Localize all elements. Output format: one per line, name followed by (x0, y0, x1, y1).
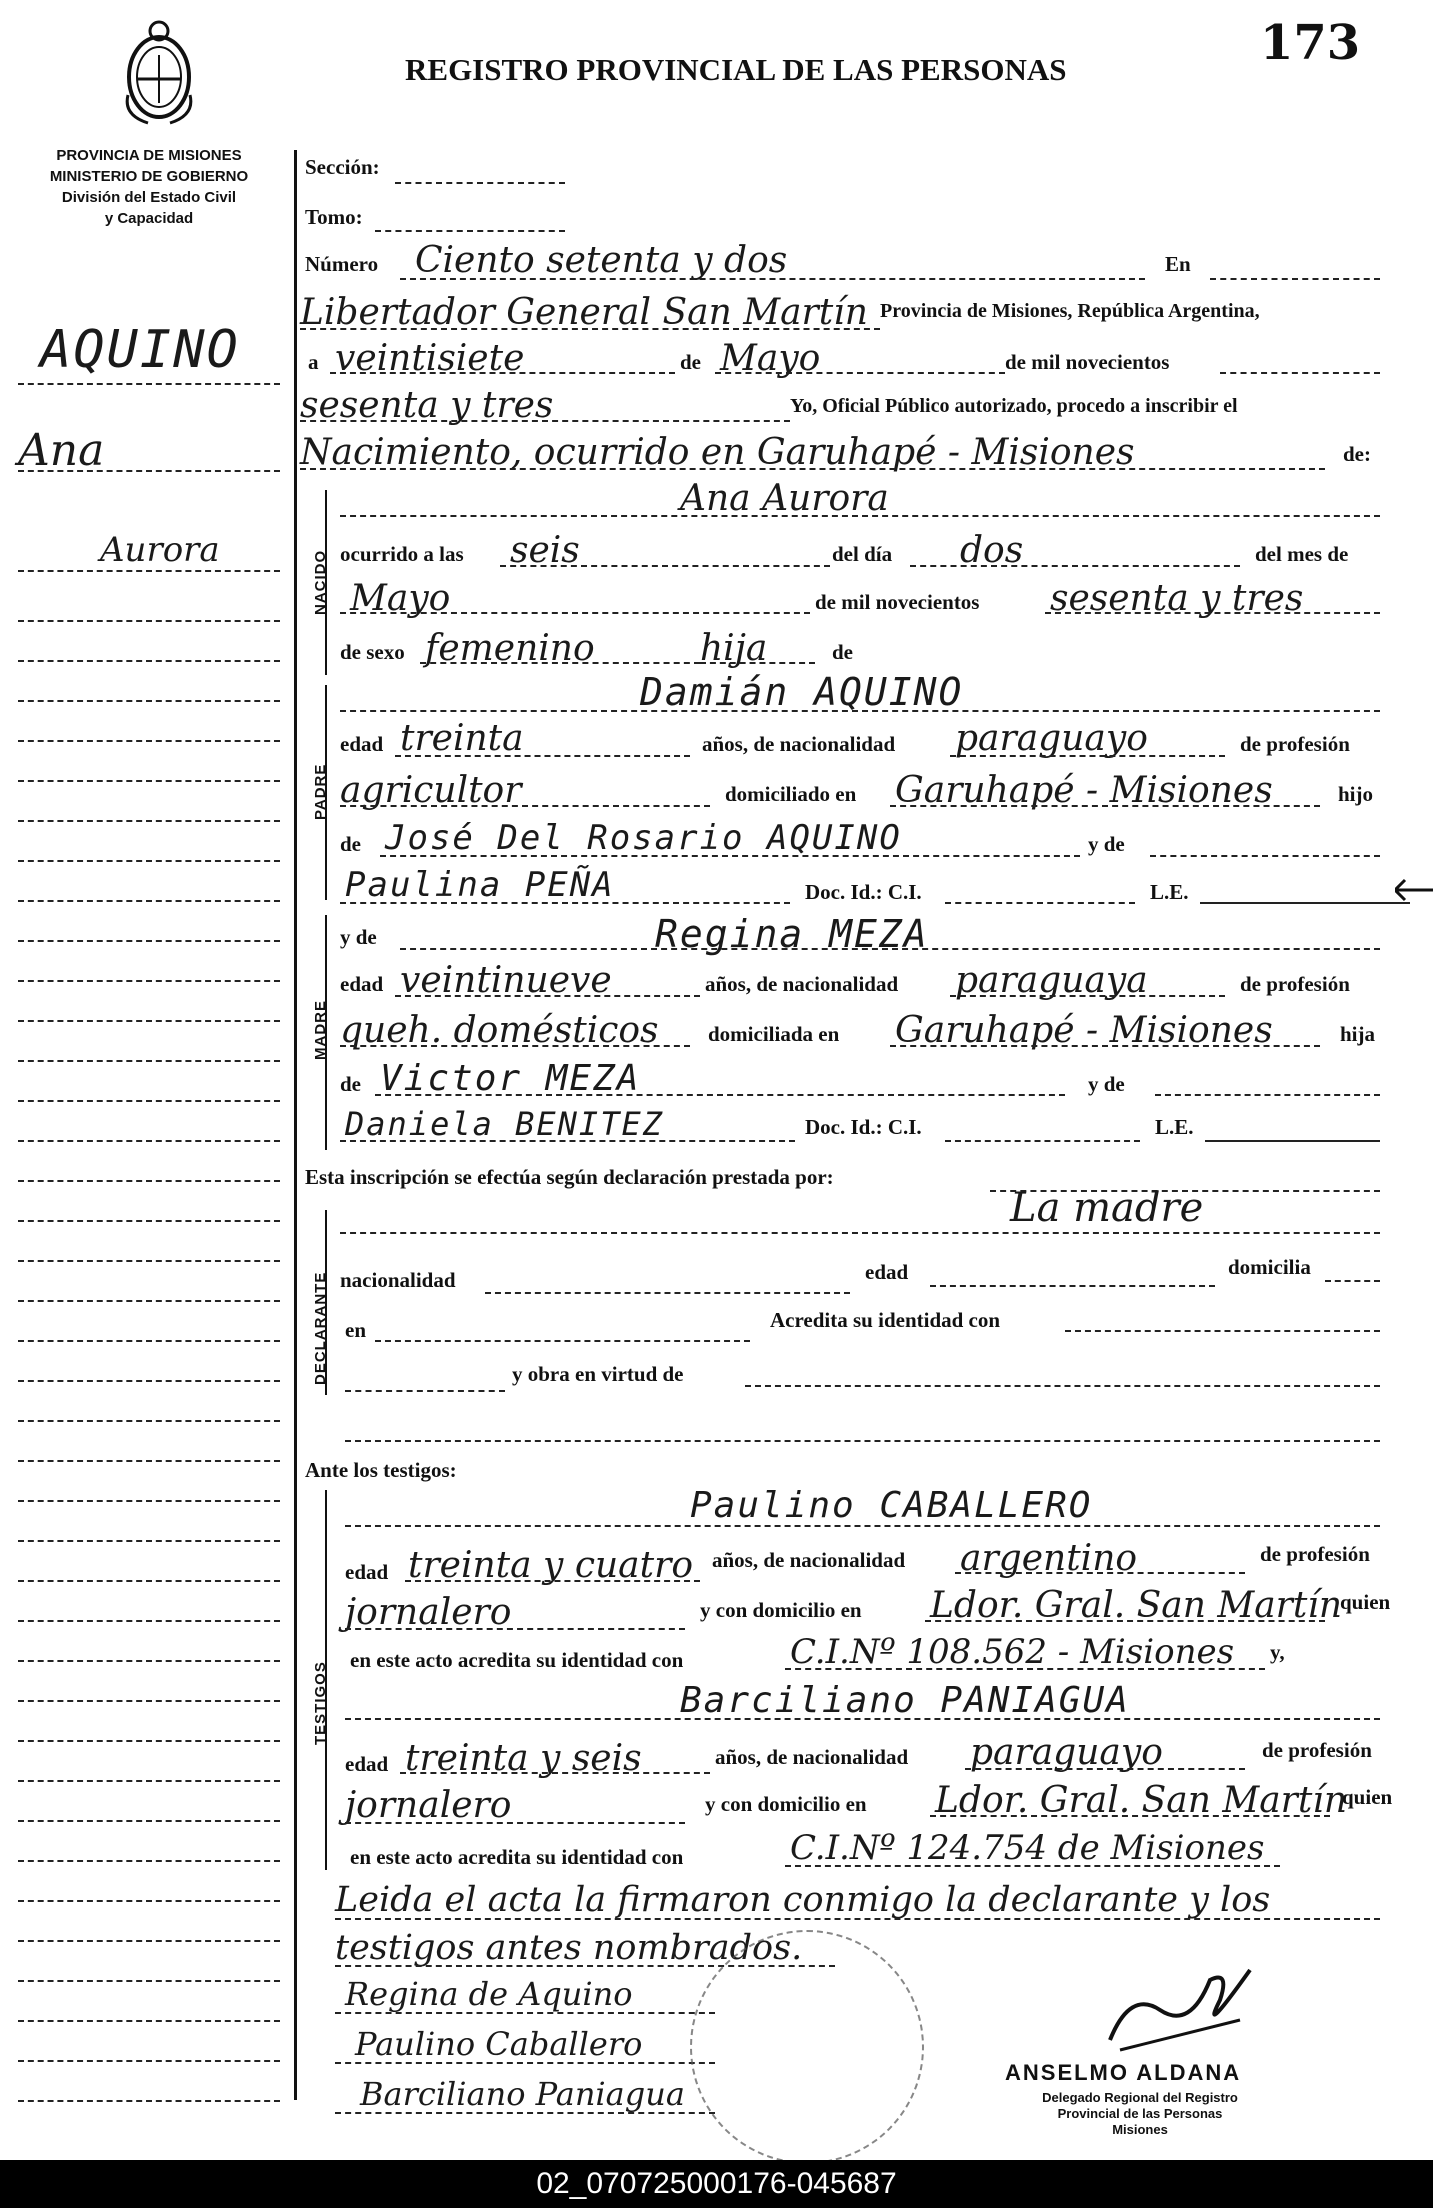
declarante-side-label: DECLARANTE (312, 1271, 329, 1385)
padre-domicilio-value: Garuhapé - Misiones (895, 770, 1273, 811)
sexo-value: femenino (425, 628, 595, 669)
dia-value: veintisiete (335, 338, 525, 379)
testigo1-acredita-label: en este acto acredita su identidad con (350, 1648, 684, 1672)
testigo2-nombre: Barciliano PANIAGUA (680, 1680, 1130, 1721)
padre-madre-nombre: Paulina PEÑA (345, 865, 615, 905)
testigo2-acredita-label: en este acto acredita su identidad con (350, 1845, 684, 1869)
testigo1-profesion-label: de profesión (1260, 1542, 1370, 1566)
ministry-line: y Capacidad (104, 210, 194, 227)
padre-domiciliado-label: domiciliado en (725, 782, 857, 806)
ministry-line: PROVINCIA DE MISIONES (56, 147, 242, 164)
oficial-label: Yo, Oficial Público autorizado, procedo a inscribir el (790, 395, 1238, 417)
testigo2-edad-value: treinta y seis (405, 1738, 642, 1779)
del-dia-label: del día (832, 542, 893, 566)
closing-line2: testigos antes nombrados. (335, 1928, 803, 1968)
nacido-side-label: NACIDO (312, 549, 329, 615)
padre-nacionalidad-value: paraguayo (955, 718, 1148, 759)
de-label: de (680, 350, 701, 374)
padre-doc-label: Doc. Id.: C.I. (805, 880, 922, 904)
madre-edad-label: edad (340, 972, 384, 996)
madre-nombre: Regina MEZA (655, 912, 929, 956)
acto-value: Nacimiento, ocurrido en Garuhapé - Misiones (300, 432, 1135, 473)
firma-testigo1: Paulino Caballero (355, 2025, 643, 2063)
testigo1-anios-label: años, de nacionalidad (712, 1548, 906, 1572)
document-footer-code: 02_070725000176-045687 (0, 2160, 1433, 2208)
lugar-value: Libertador General San Martín (300, 292, 868, 333)
del-mes-label: del mes de (1255, 542, 1349, 566)
padre-profesion-value: agricultor (340, 770, 522, 811)
testigo2-profesion-label: de profesión (1262, 1738, 1372, 1762)
padre-edad-label: edad (340, 732, 384, 756)
en-label: En (1165, 252, 1191, 276)
madre-side-label: MADRE (312, 1000, 329, 1060)
testigo1-edad-value: treinta y cuatro (408, 1545, 693, 1586)
madre-domiciliada-label: domiciliada en (708, 1022, 840, 1046)
madre-doc-label: Doc. Id.: C.I. (805, 1115, 922, 1139)
oficial-cargo-line: Misiones (1112, 2122, 1168, 2137)
ocurrido-label: ocurrido a las (340, 542, 464, 566)
ministry-block (18, 145, 280, 229)
madre-padre-nombre: Victor MEZA (380, 1058, 641, 1099)
official-signature (1100, 1950, 1260, 2060)
madre-domicilio-value: Garuhapé - Misiones (895, 1010, 1273, 1051)
madre-le-label: L.E. (1155, 1115, 1194, 1139)
oficial-cargo-line: Delegado Regional del Registro (1042, 2090, 1238, 2105)
mes-value: Mayo (720, 338, 821, 379)
testigo2-domicilio-value: Ldor. Gral. San Martín (935, 1780, 1348, 1821)
padre-de-label: de (340, 832, 361, 856)
sexo-label: de sexo (340, 640, 405, 664)
testigo1-domicilio-value: Ldor. Gral. San Martín (930, 1585, 1343, 1626)
coat-of-arms-icon (118, 15, 200, 127)
padre-anios-label: años, de nacionalidad (702, 732, 896, 756)
madre-anios-label: años, de nacionalidad (705, 972, 899, 996)
first-name: Ana (18, 425, 105, 476)
madre-profesion-label: de profesión (1240, 972, 1350, 996)
firma-testigo2: Barciliano Paniagua (360, 2075, 685, 2113)
document-title: REGISTRO PROVINCIAL DE LAS PERSONAS (405, 52, 1067, 87)
oficial-nombre: ANSELMO ALDANA (1005, 2060, 1242, 2085)
closing-line1: Leida el acta la firmaron conmigo la declarante y los (335, 1880, 1271, 1920)
testigo1-quien-label: quien (1340, 1590, 1391, 1614)
testigo1-y-label: y, (1270, 1640, 1285, 1664)
tomo-label: Tomo: (305, 205, 363, 229)
padre-y-de-label: y de (1088, 832, 1125, 856)
madre-edad-value: veintinueve (400, 960, 612, 1001)
oficial-cargo (990, 2090, 1290, 2138)
numero-label: Número (305, 252, 379, 276)
madre-de-label: de (340, 1072, 361, 1096)
declarante-edad-label: edad (865, 1260, 909, 1284)
testigo2-domicilio-label: y con domicilio en (705, 1792, 867, 1816)
declarante-nacionalidad-label: nacionalidad (340, 1268, 456, 1292)
middle-name: Aurora (100, 530, 220, 570)
madre-nacionalidad-value: paraguaya (955, 960, 1148, 1001)
ministry-line: División del Estado Civil (61, 189, 237, 206)
testigo2-identidad-value: C.I.Nº 124.754 de Misiones (790, 1828, 1265, 1868)
madre-y-de2-label: y de (1088, 1072, 1125, 1096)
testigo2-profesion-value: jornalero (345, 1785, 512, 1826)
de-colon-label: de: (1343, 442, 1371, 466)
numero-value: Ciento setenta y dos (415, 240, 788, 281)
padre-padre-nombre: José Del Rosario AQUINO (385, 818, 902, 858)
nacido-mes-value: Mayo (350, 578, 451, 619)
margin-arrow (1395, 875, 1433, 905)
testigo1-profesion-value: jornalero (345, 1592, 512, 1633)
seccion-label: Sección: (305, 155, 380, 179)
oficial-cargo-line: Provincial de las Personas (1057, 2106, 1223, 2121)
nacido-anio-value: sesenta y tres (1050, 578, 1304, 619)
testigo1-nacionalidad-value: argentino (960, 1538, 1138, 1579)
declarante-domicilio-label: domicilia (1228, 1255, 1311, 1279)
declarante-acredita-label: Acredita su identidad con (770, 1308, 1001, 1332)
declarante-obra-label: y obra en virtud de (512, 1362, 684, 1386)
firma-declarante: Regina de Aquino (345, 1975, 633, 2013)
testigo2-anios-label: años, de nacionalidad (715, 1745, 909, 1769)
padre-le-label: L.E. (1150, 880, 1189, 904)
testigo1-identidad-value: C.I.Nº 108.562 - Misiones (790, 1632, 1235, 1672)
a-label: a (308, 350, 319, 374)
testigo1-domicilio-label: y con domicilio en (700, 1598, 862, 1622)
padre-hijo-label: hijo (1338, 782, 1374, 806)
official-seal (690, 1930, 924, 2164)
testigos-intro-label: Ante los testigos: (305, 1458, 457, 1482)
madre-hija-label: hija (1340, 1022, 1376, 1046)
hora-value: seis (510, 530, 580, 571)
testigo2-edad-label: edad (345, 1752, 389, 1776)
ministry-line: MINISTERIO DE GOBIERNO (49, 168, 249, 185)
nacido-dia-value: dos (960, 530, 1024, 571)
mil-label: de mil novecientos (1005, 350, 1170, 374)
testigos-side-label: TESTIGOS (312, 1661, 329, 1745)
nacido-de-label: de (832, 640, 853, 664)
declarante-intro-label: Esta inscripción se efectúa según declaración prestada por: (305, 1165, 834, 1189)
testigo1-edad-label: edad (345, 1560, 389, 1584)
surname: AQUINO (40, 320, 240, 380)
nacido-mil-label: de mil novecientos (815, 590, 980, 614)
padre-edad-value: treinta (400, 718, 524, 759)
testigo2-quien-label: quien (1342, 1785, 1393, 1809)
declarante-nombre: La madre (1010, 1185, 1204, 1231)
nombre-value: Ana Aurora (680, 478, 889, 519)
hijo-value: hija (700, 628, 768, 669)
provincia-label: Provincia de Misiones, República Argentina, (880, 300, 1260, 322)
declarante-en-label: en (345, 1318, 366, 1342)
padre-profesion-label: de profesión (1240, 732, 1350, 756)
testigo1-nombre: Paulino CABALLERO (690, 1485, 1093, 1526)
padre-nombre: Damián AQUINO (640, 670, 964, 714)
madre-madre-nombre: Daniela BENITEZ (345, 1105, 664, 1143)
page-number: 173 (1260, 15, 1361, 71)
madre-y-de-label: y de (340, 925, 377, 949)
padre-side-label: PADRE (312, 763, 329, 820)
testigo2-nacionalidad-value: paraguayo (970, 1732, 1163, 1773)
madre-profesion-value: queh. domésticos (340, 1010, 659, 1051)
anio-value: sesenta y tres (300, 385, 554, 426)
